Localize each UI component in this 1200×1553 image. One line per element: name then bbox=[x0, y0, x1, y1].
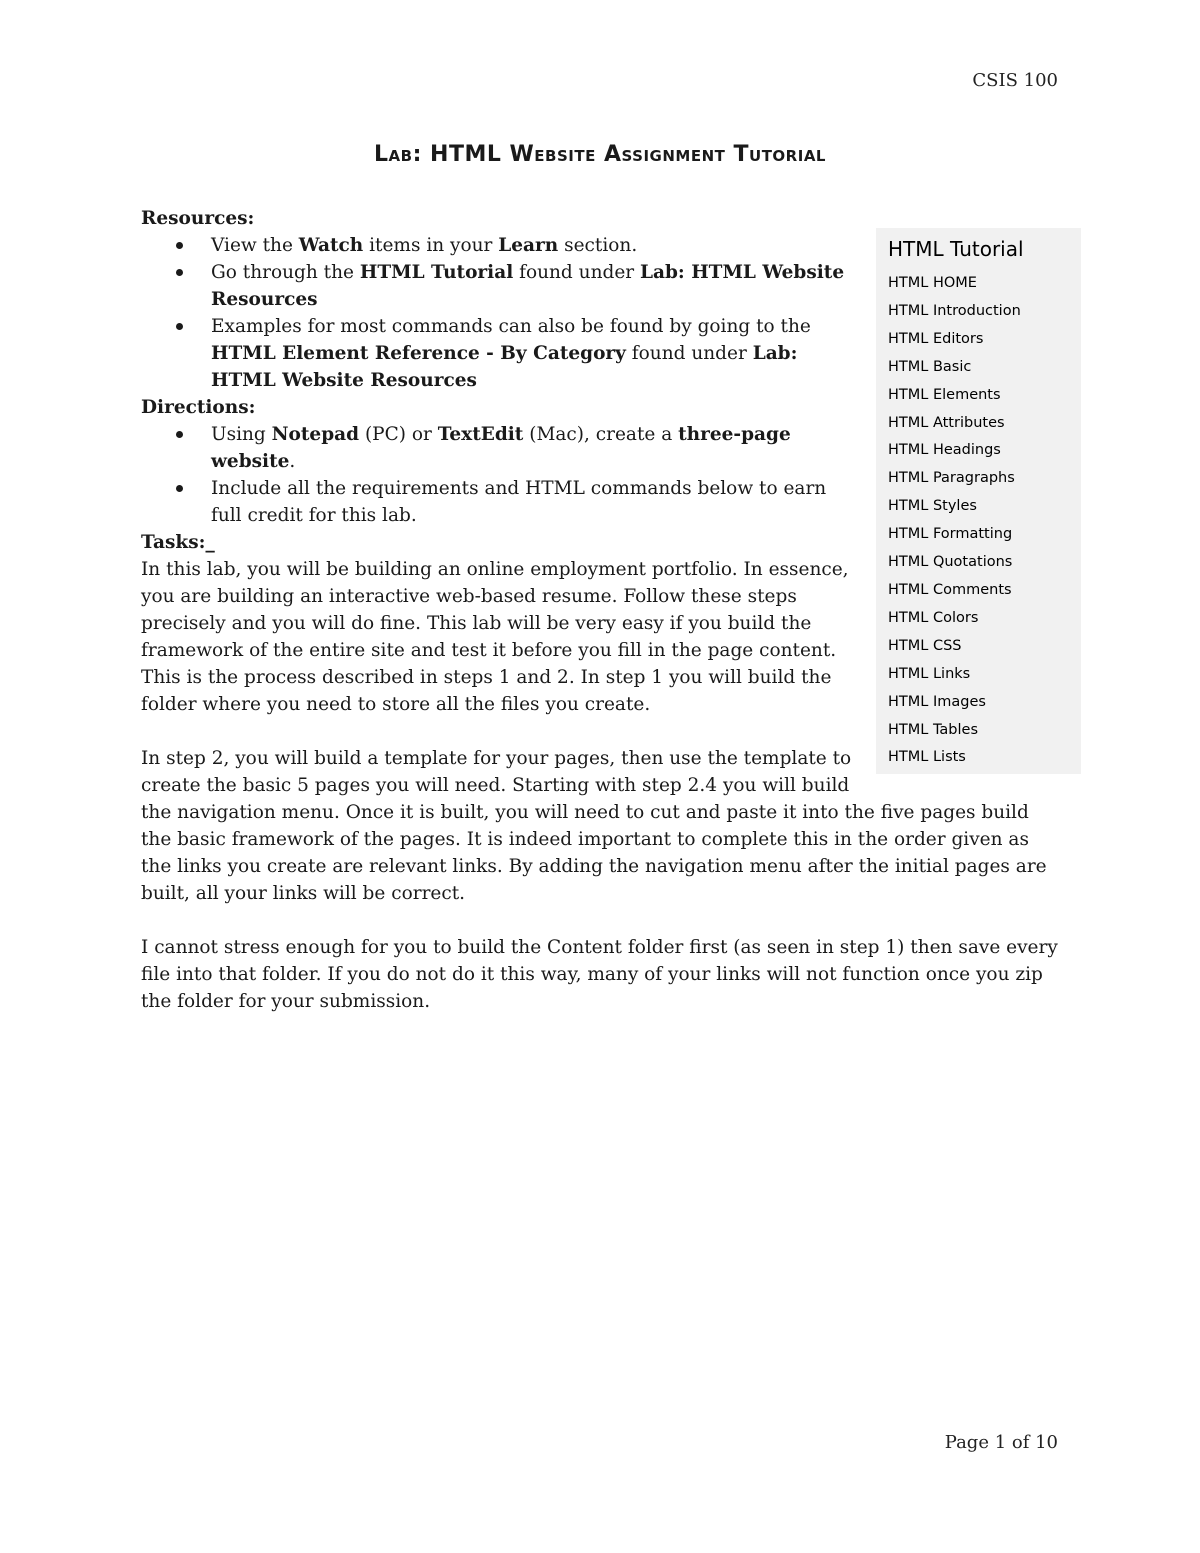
resources-list bbox=[141, 232, 1061, 394]
text-run: Examples for most commands can also be found by going to the bbox=[211, 316, 811, 337]
sidebar-item: HTML CSS bbox=[888, 637, 962, 654]
bold-text: Lab: HTML Website Resources bbox=[211, 343, 798, 391]
bold-text: HTML Element Reference - By Category bbox=[211, 343, 626, 364]
list-item bbox=[141, 475, 1061, 529]
text-run: found under bbox=[513, 262, 640, 283]
sidebar-item: HTML Introduction bbox=[888, 302, 1021, 319]
text-run: Using bbox=[211, 424, 272, 445]
sidebar-item: HTML Basic bbox=[888, 358, 972, 375]
tasks-paragraph: In this lab, you will be building an online employment portfolio. In essence, you are building an interactive web-based resume. Follow these steps precisely and you will do fine. This lab will be very easy if you build the framework of the entire site and test it before you fill in the page content. This is the process described in steps 1 and 2. In step 1 you will build the folder where you need to store all the files you create. bbox=[141, 559, 849, 715]
sidebar-item: HTML Attributes bbox=[888, 414, 1005, 431]
tasks-paragraph: In step 2, you will build a template for your pages, then use the template to create the basic 5 pages you will need. Starting with step 2.4 you will build the navigation menu. Once it is built, you will need to cut and paste it into the five pages build the basic framework of the pages. It is indeed important to complete this in the order given as the links you create are relevant links. By adding the navigation menu after the initial pages are built, all your links will be correct. bbox=[141, 748, 1047, 904]
page-title: Lab: HTML Website Assignment Tutorial bbox=[374, 142, 826, 167]
sidebar-item: HTML HOME bbox=[888, 275, 977, 291]
bold-text: Lab: HTML Website Resources bbox=[211, 262, 845, 310]
resources-label: Resources: bbox=[141, 208, 255, 229]
sidebar-item: HTML Styles bbox=[888, 498, 977, 515]
text-run: Go through the bbox=[211, 262, 360, 283]
sidebar-title: HTML Tutorial bbox=[888, 237, 1024, 261]
sidebar-item: HTML Headings bbox=[888, 442, 1001, 459]
page-number: Page 1 of 10 bbox=[944, 1432, 1058, 1453]
directions-list bbox=[141, 421, 1061, 529]
bold-text: Notepad bbox=[271, 424, 360, 445]
tasks-label: Tasks:_ bbox=[141, 532, 215, 553]
text-run: (Mac), create a bbox=[523, 424, 679, 445]
sidebar-item: HTML Tables bbox=[888, 721, 979, 738]
text-run: . bbox=[289, 451, 296, 472]
sidebar-item: HTML Formatting bbox=[888, 526, 1013, 543]
directions-label: Directions: bbox=[141, 397, 256, 418]
sidebar-item: HTML Images bbox=[888, 693, 986, 710]
sidebar-item: HTML Comments bbox=[888, 581, 1012, 598]
bold-text: Watch bbox=[298, 235, 364, 256]
text-run: section. bbox=[558, 235, 638, 256]
sidebar-item: HTML Quotations bbox=[888, 554, 1013, 571]
sidebar-item: HTML Links bbox=[888, 665, 971, 682]
sidebar-item: HTML Elements bbox=[888, 386, 1001, 403]
sidebar-item: HTML Paragraphs bbox=[888, 470, 1015, 487]
text-run: found under bbox=[625, 343, 753, 364]
tasks-paragraph: I cannot stress enough for you to build the Content folder first (as seen in step 1) then save every file into that folder. If you do not do it this way, many of your links will not function once you zip the folder for your submission. bbox=[141, 937, 1058, 1012]
document-body bbox=[141, 205, 1061, 1042]
bold-text: Learn bbox=[498, 235, 559, 256]
text-run: Include all the requirements and HTML commands below to earn full credit for this lab. bbox=[211, 478, 827, 526]
list-item bbox=[141, 313, 1061, 394]
bold-text: TextEdit bbox=[437, 424, 524, 445]
bold-text: HTML Tutorial bbox=[359, 262, 514, 283]
text-run: View the bbox=[211, 235, 299, 256]
text-run: items in your bbox=[363, 235, 499, 256]
sidebar-item: HTML Colors bbox=[888, 609, 979, 626]
sidebar-item: HTML Editors bbox=[888, 330, 984, 347]
list-item bbox=[141, 232, 1061, 259]
list-item bbox=[141, 421, 1061, 475]
sidebar-item: HTML Lists bbox=[888, 749, 966, 766]
list-item bbox=[141, 259, 1061, 313]
course-header: CSIS 100 bbox=[972, 70, 1058, 91]
bold-text: three-page website bbox=[211, 424, 791, 472]
text-run: (PC) or bbox=[359, 424, 438, 445]
